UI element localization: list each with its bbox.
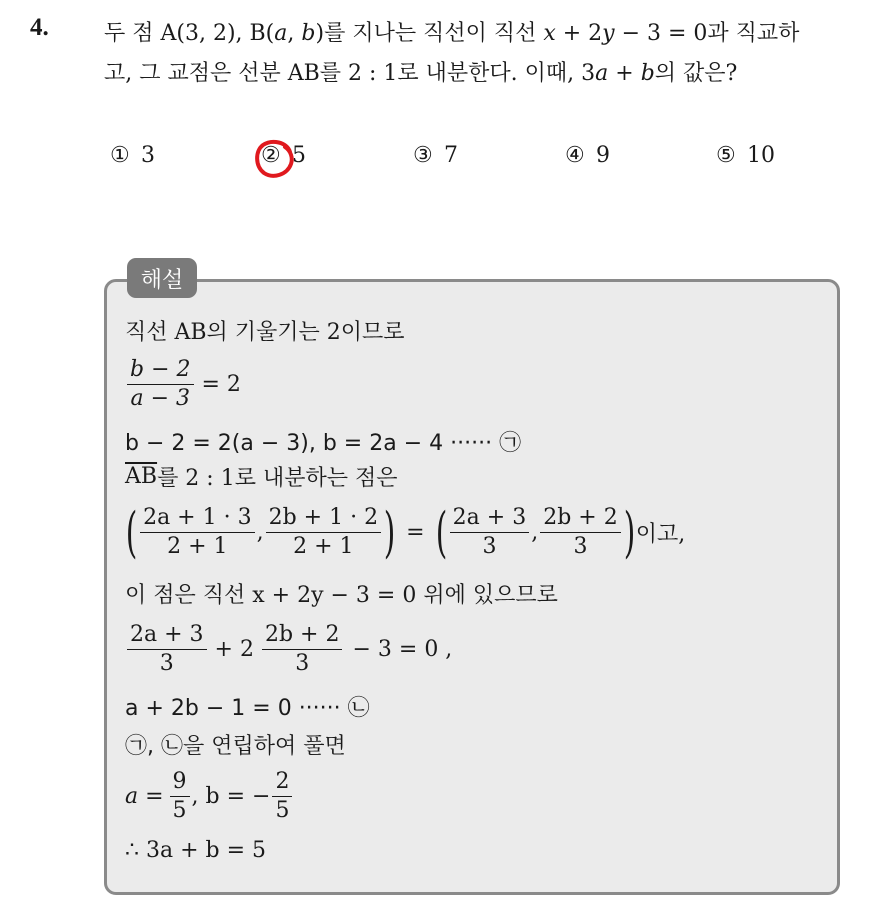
question-text-line-1: 두 점 A(3, 2), B(a, b)를 지나는 직선이 직선 x + 2y − 3 = 0과 직교하 xyxy=(104,21,800,46)
choice-3-value: 7 xyxy=(444,143,458,168)
fraction-x-coord: $\frac{2a + 1 \cdot 3}{2 + 1}$ xyxy=(140,504,255,561)
solution-line-2: $\frac{b - 2}{a - 3}$ = 2 xyxy=(125,356,241,413)
solution-line-8: a + 2b − 1 = 0 ······ ㉡ xyxy=(125,696,370,721)
choice-4-value: 9 xyxy=(596,143,610,168)
solution-line-1: 직선 AB의 기울기는 2이므로 xyxy=(125,320,405,345)
solution-line-5: ( $\frac{2a + 1 \cdot 3}{2 + 1}$ , $\frac{2b + 1 \cdot 2}{2 + 1}$ ) = ( $\frac{2a + 3}{3}$ , $\frac{2b + 2}{3}$ ) 이고, xyxy=(125,500,686,564)
choice-4-number: ④ xyxy=(565,143,585,168)
solution-line-11: ∴ 3a + b = 5 xyxy=(125,838,267,863)
fraction-b-value: $\frac{2}{5}$ xyxy=(272,768,292,825)
solution-line-6: 이 점은 직선 x + 2y − 3 = 0 위에 있으므로 xyxy=(125,583,558,608)
fraction-y-simplified: $\frac{2b + 2}{3}$ xyxy=(540,504,621,561)
question-text-line-2: 고, 그 교점은 선분 AB를 2 : 1로 내분한다. 이때, 3a + b의 값은? xyxy=(104,61,738,86)
choice-2-value: 5 xyxy=(292,143,306,168)
solution-line-3: b − 2 = 2(a − 3), b = 2a − 4 ······ ㉠ xyxy=(125,431,522,456)
fraction-x-simplified: $\frac{2a + 3}{3}$ xyxy=(450,504,530,561)
choice-3-number: ③ xyxy=(413,143,433,168)
fraction-a-value: $\frac{9}{5}$ xyxy=(170,768,190,825)
choice-2-number: ② xyxy=(261,143,281,168)
choice-5[interactable] xyxy=(716,143,775,168)
fraction-y-coord: $\frac{2b + 1 \cdot 2}{2 + 1}$ xyxy=(266,504,381,561)
segment-ab: $\overline{AB}$ xyxy=(125,464,158,489)
fraction-7b: $\frac{2b + 2}{3}$ xyxy=(262,621,343,678)
fraction-7a: $\frac{2a + 3}{3}$ xyxy=(127,621,207,678)
choice-1-number: ① xyxy=(110,143,130,168)
solution-line-9: ㉠, ㉡을 연립하여 풀면 xyxy=(125,734,346,759)
choice-1-value: 3 xyxy=(141,143,155,168)
answer-choices xyxy=(0,143,884,177)
solution-tag: 해설 xyxy=(127,258,197,298)
question-number: 4. xyxy=(30,14,49,41)
solution-line-10: a = $\frac{9}{5}$ , b = − $\frac{2}{5}$ xyxy=(125,768,294,825)
choice-5-number: ⑤ xyxy=(716,143,736,168)
solution-line-7: $\frac{2a + 3}{3}$ + 2 $\frac{2b + 2}{3}$ − 3 = 0 , xyxy=(125,621,452,678)
choice-1[interactable] xyxy=(110,143,155,168)
answer-circle-mark xyxy=(252,136,296,180)
choice-5-value: 10 xyxy=(747,143,775,168)
solution-line-4: $\overline{AB}$ 를 2 : 1로 내분하는 점은 xyxy=(125,464,398,491)
choice-4[interactable] xyxy=(565,143,610,168)
fraction-slope: $\frac{b - 2}{a - 3}$ xyxy=(127,356,194,413)
choice-3[interactable] xyxy=(413,143,458,168)
